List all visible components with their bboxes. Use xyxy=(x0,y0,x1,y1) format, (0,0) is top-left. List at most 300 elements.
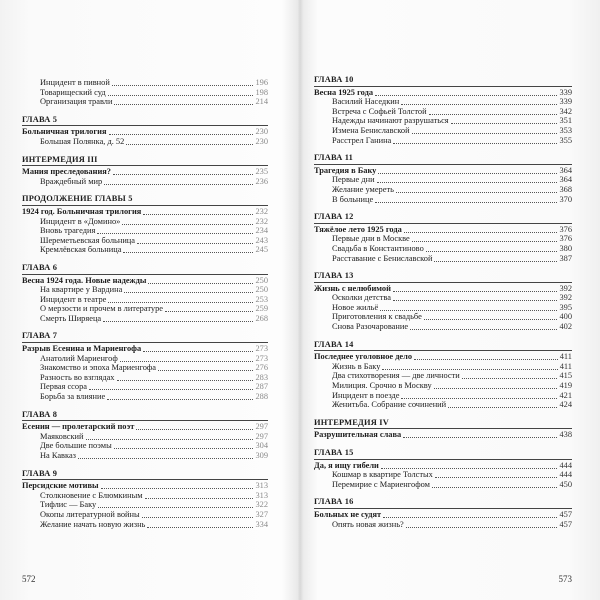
dot-leader xyxy=(147,527,253,528)
dot-leader xyxy=(97,233,253,234)
entry-page-number: 392 xyxy=(559,293,572,303)
toc-entry[interactable] xyxy=(314,244,572,254)
entry-page-number: 415 xyxy=(559,371,572,381)
dot-leader xyxy=(383,517,557,518)
entry-title: Приготовления к свадьбе xyxy=(332,312,422,322)
entry-page-number: 198 xyxy=(255,87,268,97)
entry-title: Инцидент в театре xyxy=(40,294,107,304)
entry-title: Инцидент в «Домино» xyxy=(40,216,121,226)
dot-leader xyxy=(112,85,253,86)
dot-leader xyxy=(375,95,557,96)
entry-title: Женитьба. Собрание сочинений xyxy=(332,400,447,410)
toc-entry[interactable] xyxy=(314,107,572,117)
entry-title: Кошмар в квартире Толстых xyxy=(332,470,433,480)
entry-title: Столкновение с Блюмкиным xyxy=(40,490,143,500)
entry-page-number: 214 xyxy=(255,97,268,107)
entry-page-number: 376 xyxy=(559,224,572,234)
entry-title: Организация травли xyxy=(40,97,113,107)
entry-page-number: 322 xyxy=(255,500,268,510)
dot-leader xyxy=(448,407,557,408)
entry-page-number: 351 xyxy=(559,116,572,126)
chapter-heading: ПРОДОЛЖЕНИЕ ГЛАВЫ 5 xyxy=(22,194,133,204)
toc-entry[interactable] xyxy=(314,520,572,530)
entry-title: Весна 1925 года xyxy=(314,87,374,97)
chapter-heading: ГЛАВА 8 xyxy=(22,409,58,419)
entry-title: Весна 1924 года. Новые надежды xyxy=(22,275,147,285)
toc-entry[interactable] xyxy=(314,371,572,381)
toc-entry[interactable] xyxy=(22,97,268,107)
entry-page-number: 283 xyxy=(255,372,268,382)
toc-section xyxy=(314,497,572,529)
entry-page-number: 297 xyxy=(255,422,268,432)
dot-leader xyxy=(429,114,557,115)
chapter-rule xyxy=(314,86,572,87)
dot-leader xyxy=(123,252,253,253)
toc-entry[interactable] xyxy=(314,175,572,185)
entry-title: В больнице xyxy=(332,194,374,204)
dot-leader xyxy=(108,95,253,96)
toc-entry[interactable] xyxy=(314,381,572,391)
entry-title: Товарищеский суд xyxy=(40,87,106,97)
dot-leader xyxy=(145,498,253,499)
dot-leader xyxy=(108,302,253,303)
chapter-rule xyxy=(314,164,572,165)
dot-leader xyxy=(377,182,557,183)
entry-page-number: 376 xyxy=(559,234,572,244)
toc-chapter-title-entry[interactable] xyxy=(314,284,572,294)
toc-entry[interactable] xyxy=(22,177,268,187)
entry-title: Большая Полянка, д. 52 xyxy=(40,136,125,146)
dot-leader xyxy=(410,329,557,330)
dot-leader xyxy=(414,359,558,360)
entry-page-number: 268 xyxy=(255,313,268,323)
chapter-heading: ГЛАВА 6 xyxy=(22,262,58,272)
chapter-rule xyxy=(314,223,572,224)
dot-leader xyxy=(137,243,253,244)
dot-leader xyxy=(406,527,557,528)
toc-entry[interactable] xyxy=(314,293,572,303)
toc-entry[interactable] xyxy=(22,236,268,246)
entry-page-number: 313 xyxy=(255,490,268,500)
chapter-heading: ИНТЕРМЕДИЯ III xyxy=(22,154,98,164)
dot-leader xyxy=(113,174,253,175)
toc-section xyxy=(22,469,268,530)
entry-title: Последнее уголовное дело xyxy=(314,352,413,362)
entry-page-number: 288 xyxy=(255,392,268,402)
entry-title: Шереметьевская больница xyxy=(40,235,136,245)
toc-section xyxy=(22,78,268,107)
entry-page-number: 457 xyxy=(559,519,572,529)
entry-page-number: 457 xyxy=(559,509,572,519)
dot-leader xyxy=(142,517,253,518)
entry-page-number: 236 xyxy=(255,176,268,186)
toc-chapter-title-entry[interactable] xyxy=(22,276,268,286)
toc-entry[interactable] xyxy=(314,234,572,244)
toc-section xyxy=(314,153,572,204)
dot-leader xyxy=(393,143,557,144)
toc-entry[interactable] xyxy=(314,303,572,313)
dot-leader xyxy=(432,487,557,488)
toc-section xyxy=(22,263,268,324)
dot-leader xyxy=(378,173,557,174)
entry-page-number: 342 xyxy=(559,106,572,116)
toc-entry[interactable] xyxy=(22,510,268,520)
toc-entry[interactable] xyxy=(22,520,268,530)
chapter-rule xyxy=(314,350,572,351)
entry-title: Персидские мотивы xyxy=(22,481,99,491)
right-toc-column xyxy=(314,75,572,529)
dot-leader xyxy=(86,439,253,440)
entry-title: Кремлёвская больница xyxy=(40,245,122,255)
toc-chapter-title-entry[interactable] xyxy=(314,225,572,235)
entry-title: Тифлис — Баку xyxy=(40,500,97,510)
toc-entry[interactable] xyxy=(314,97,572,107)
chapter-heading: ГЛАВА 9 xyxy=(22,468,58,478)
entry-title: Надежды начинают разрушаться xyxy=(332,116,449,126)
dot-leader xyxy=(412,133,557,134)
dot-leader xyxy=(434,261,557,262)
dot-leader xyxy=(124,292,253,293)
toc-entry[interactable] xyxy=(314,254,572,264)
dot-leader xyxy=(424,319,557,320)
dot-leader xyxy=(158,370,253,371)
entry-page-number: 196 xyxy=(255,78,268,87)
toc-entry[interactable] xyxy=(22,363,268,373)
toc-section xyxy=(22,410,268,461)
chapter-heading: ГЛАВА 5 xyxy=(22,114,58,124)
entry-page-number: 353 xyxy=(559,125,572,135)
entry-title: На Кавказ xyxy=(40,451,76,460)
entry-title: Расстрел Ганина xyxy=(332,135,392,145)
dot-leader xyxy=(404,232,557,233)
entry-page-number: 387 xyxy=(559,253,572,263)
page-number: 572 xyxy=(22,574,36,584)
toc-entry[interactable] xyxy=(314,391,572,401)
entry-title: Враждебный мир xyxy=(40,176,103,186)
toc-chapter-title-entry[interactable] xyxy=(22,127,268,137)
entry-title: Разрушительная слава xyxy=(314,430,402,440)
dot-leader xyxy=(382,369,558,370)
toc-chapter-title-entry[interactable] xyxy=(22,207,268,217)
entry-title: Перемирие с Мариенгофом xyxy=(332,479,430,489)
entry-title: 1924 год. Больничная трилогия xyxy=(22,206,142,216)
chapter-heading: ГЛАВА 12 xyxy=(314,212,354,222)
toc-entry[interactable] xyxy=(22,354,268,364)
dot-leader xyxy=(103,321,253,322)
dot-leader xyxy=(412,241,557,242)
entry-page-number: 234 xyxy=(255,226,268,236)
chapter-heading: ГЛАВА 7 xyxy=(22,331,58,341)
entry-title: Вновь трагедия xyxy=(40,226,96,236)
dot-leader xyxy=(434,388,557,389)
entry-page-number: 368 xyxy=(559,184,572,194)
entry-page-number: 232 xyxy=(255,216,268,226)
entry-page-number: 444 xyxy=(559,460,572,470)
toc-chapter-title-entry[interactable] xyxy=(314,166,572,176)
dot-leader xyxy=(143,214,253,215)
entry-title: Есенин — пролетарский поэт xyxy=(22,422,135,432)
toc-entry[interactable] xyxy=(22,432,268,442)
dot-leader xyxy=(126,144,253,145)
dot-leader xyxy=(109,134,253,135)
toc-chapter-title-entry[interactable] xyxy=(22,422,268,432)
entry-title: Смерть Ширяеца xyxy=(40,313,102,323)
dot-leader xyxy=(114,448,253,449)
toc-entry[interactable] xyxy=(22,451,268,461)
entry-page-number: 287 xyxy=(255,382,268,392)
toc-entry[interactable] xyxy=(22,314,268,324)
entry-title: Новое жильё xyxy=(332,302,379,312)
entry-title: Тяжёлое лето 1925 года xyxy=(314,224,402,234)
entry-title: Снова Разочарование xyxy=(332,322,409,332)
chapter-rule xyxy=(314,508,572,509)
chapter-heading: ГЛАВА 13 xyxy=(314,271,354,281)
chapter-rule xyxy=(22,274,268,275)
entry-page-number: 421 xyxy=(559,390,572,400)
entry-title: Первые дни xyxy=(332,175,375,185)
entry-title: Милиция. Срочно в Москву xyxy=(332,381,432,391)
entry-page-number: 276 xyxy=(255,363,268,373)
toc-entry[interactable] xyxy=(22,137,268,147)
entry-page-number: 273 xyxy=(255,344,268,354)
page-number: 573 xyxy=(558,574,572,584)
dot-leader xyxy=(375,202,557,203)
entry-title: Жизнь в Баку xyxy=(332,361,381,371)
dot-leader xyxy=(401,398,557,399)
dot-leader xyxy=(120,361,253,362)
dot-leader xyxy=(98,507,253,508)
right-page xyxy=(300,0,600,600)
entry-page-number: 339 xyxy=(559,97,572,107)
toc-entry[interactable] xyxy=(22,373,268,383)
chapter-heading: ГЛАВА 16 xyxy=(314,497,354,507)
toc-entry[interactable] xyxy=(22,226,268,236)
entry-title: Свадьба в Константиново xyxy=(332,243,424,253)
dot-leader xyxy=(401,104,557,105)
entry-title: Желание умереть xyxy=(332,184,394,194)
entry-title: Две большие поэмы xyxy=(40,441,112,451)
toc-entry[interactable] xyxy=(22,295,268,305)
chapter-heading: ГЛАВА 11 xyxy=(314,153,354,163)
dot-leader xyxy=(393,291,557,292)
entry-title: Маяковский xyxy=(40,431,84,441)
chapter-rule xyxy=(22,125,268,126)
dot-leader xyxy=(114,104,253,105)
toc-chapter-title-entry[interactable] xyxy=(314,88,572,98)
toc-entry[interactable] xyxy=(314,322,572,332)
toc-entry[interactable] xyxy=(22,441,268,451)
entry-page-number: 245 xyxy=(255,245,268,255)
dot-leader xyxy=(143,351,253,352)
dot-leader xyxy=(451,123,557,124)
dot-leader xyxy=(101,488,253,489)
entry-page-number: 230 xyxy=(255,127,268,137)
toc-entry[interactable] xyxy=(22,491,268,501)
chapter-rule xyxy=(22,205,268,206)
dot-leader xyxy=(136,429,253,430)
dot-leader xyxy=(393,300,557,301)
entry-page-number: 334 xyxy=(255,519,268,529)
toc-entry[interactable] xyxy=(22,217,268,227)
toc-entry[interactable] xyxy=(22,382,268,392)
entry-page-number: 402 xyxy=(559,322,572,332)
entry-page-number: 364 xyxy=(559,165,572,175)
toc-entry[interactable] xyxy=(314,136,572,146)
toc-section xyxy=(22,155,268,187)
toc-entry[interactable] xyxy=(314,362,572,372)
entry-page-number: 419 xyxy=(559,381,572,391)
toc-entry[interactable] xyxy=(22,392,268,402)
entry-title: Желание начать новую жизнь xyxy=(40,519,146,529)
toc-chapter-title-entry[interactable] xyxy=(314,430,572,440)
toc-entry[interactable] xyxy=(314,126,572,136)
chapter-rule xyxy=(314,282,572,283)
chapter-heading: ГЛАВА 15 xyxy=(314,448,354,457)
toc-entry[interactable] xyxy=(22,78,268,88)
toc-section xyxy=(314,212,572,263)
entry-page-number: 253 xyxy=(255,294,268,304)
toc-entry[interactable] xyxy=(314,400,572,410)
entry-page-number: 250 xyxy=(255,275,268,285)
dot-leader xyxy=(462,378,557,379)
dot-leader xyxy=(89,389,253,390)
toc-entry[interactable] xyxy=(22,285,268,295)
toc-entry[interactable] xyxy=(22,304,268,314)
entry-title: На квартире у Вардина xyxy=(40,285,123,295)
entry-title: Инцидент в пивной xyxy=(40,78,110,87)
dot-leader xyxy=(165,311,253,312)
toc-chapter-title-entry[interactable] xyxy=(22,167,268,177)
entry-title: Опять новая жизнь? xyxy=(332,519,404,529)
entry-page-number: 297 xyxy=(255,431,268,441)
entry-title: Первые дни в Москве xyxy=(332,234,410,244)
entry-title: Окопы литературной войны xyxy=(40,509,140,519)
chapter-rule xyxy=(22,420,268,421)
toc-section xyxy=(314,271,572,332)
entry-title: Больничная трилогия xyxy=(22,127,107,137)
toc-entry[interactable] xyxy=(22,500,268,510)
entry-title: Встреча с Софьей Толстой xyxy=(332,106,427,116)
toc-section xyxy=(314,448,572,489)
entry-page-number: 235 xyxy=(255,167,268,177)
dot-leader xyxy=(435,477,557,478)
left-toc-column xyxy=(22,78,268,529)
toc-section xyxy=(314,75,572,145)
dot-leader xyxy=(78,458,253,459)
entry-page-number: 411 xyxy=(559,352,572,362)
entry-title: Василий Наседкин xyxy=(332,97,400,107)
dot-leader xyxy=(117,380,253,381)
entry-title: Анатолий Мариенгоф xyxy=(40,353,118,363)
entry-title: Осколки детства xyxy=(332,293,391,303)
entry-page-number: 424 xyxy=(559,400,572,410)
entry-title: Борьба за влияние xyxy=(40,392,106,402)
entry-page-number: 444 xyxy=(559,470,572,480)
chapter-rule xyxy=(314,459,572,460)
toc-entry[interactable] xyxy=(314,116,572,126)
dot-leader xyxy=(381,468,557,469)
entry-page-number: 339 xyxy=(559,87,572,97)
entry-title: Знакомство и эпоха Мариенгофа xyxy=(40,363,157,373)
chapter-heading: ГЛАВА 14 xyxy=(314,339,354,349)
entry-title: Больных не судят xyxy=(314,509,382,519)
toc-entry[interactable] xyxy=(314,312,572,322)
entry-title: Измена Бениславской xyxy=(332,125,410,135)
toc-entry[interactable] xyxy=(314,470,572,480)
toc-chapter-title-entry[interactable] xyxy=(22,344,268,354)
entry-page-number: 380 xyxy=(559,243,572,253)
toc-entry[interactable] xyxy=(314,195,572,205)
entry-title: Разрыв Есенина и Мариенгофа xyxy=(22,344,142,354)
entry-page-number: 327 xyxy=(255,509,268,519)
toc-entry[interactable] xyxy=(314,480,572,490)
entry-page-number: 232 xyxy=(255,206,268,216)
toc-section xyxy=(22,331,268,401)
entry-page-number: 309 xyxy=(255,451,268,460)
toc-chapter-title-entry[interactable] xyxy=(314,352,572,362)
entry-title: Жизнь с нелюбимой xyxy=(314,283,391,293)
entry-page-number: 395 xyxy=(559,302,572,312)
toc-section xyxy=(314,340,572,410)
toc-entry[interactable] xyxy=(314,185,572,195)
entry-page-number: 273 xyxy=(255,353,268,363)
entry-page-number: 230 xyxy=(255,136,268,146)
chapter-heading: ГЛАВА 10 xyxy=(314,75,354,84)
entry-title: Инцидент в поезде xyxy=(332,390,400,400)
entry-title: О мерзости и прочем в литературе xyxy=(40,304,164,314)
dot-leader xyxy=(122,224,253,225)
entry-title: Да, я ищу гибели xyxy=(314,460,379,470)
toc-section xyxy=(314,418,572,440)
dot-leader xyxy=(396,192,557,193)
entry-page-number: 355 xyxy=(559,135,572,145)
toc-chapter-title-entry[interactable] xyxy=(22,481,268,491)
dot-leader xyxy=(148,283,253,284)
entry-page-number: 250 xyxy=(255,285,268,295)
entry-title: Разность во взглядах xyxy=(40,372,115,382)
chapter-heading: ИНТЕРМЕДИЯ IV xyxy=(314,417,389,427)
entry-page-number: 304 xyxy=(255,441,268,451)
chapter-rule xyxy=(22,479,268,480)
entry-page-number: 392 xyxy=(559,283,572,293)
dot-leader xyxy=(426,251,557,252)
entry-page-number: 438 xyxy=(559,430,572,440)
chapter-rule xyxy=(22,165,268,166)
entry-page-number: 400 xyxy=(559,312,572,322)
entry-title: Трагедия в Баку xyxy=(314,165,377,175)
entry-page-number: 259 xyxy=(255,304,268,314)
chapter-rule xyxy=(314,428,572,429)
entry-title: Два стихотворения — две личности xyxy=(332,371,460,381)
toc-chapter-title-entry[interactable] xyxy=(314,510,572,520)
toc-entry[interactable] xyxy=(22,88,268,98)
entry-page-number: 450 xyxy=(559,479,572,489)
entry-page-number: 364 xyxy=(559,175,572,185)
entry-page-number: 411 xyxy=(559,361,572,371)
entry-page-number: 370 xyxy=(559,194,572,204)
entry-title: Мания преследования? xyxy=(22,167,111,177)
entry-page-number: 243 xyxy=(255,235,268,245)
entry-title: Расставание с Бениславской xyxy=(332,253,433,263)
dot-leader xyxy=(403,437,557,438)
chapter-rule xyxy=(22,342,268,343)
dot-leader xyxy=(104,184,253,185)
dot-leader xyxy=(380,310,557,311)
entry-title: Первая ссора xyxy=(40,382,87,392)
toc-section xyxy=(22,115,268,147)
toc-entry[interactable] xyxy=(22,245,268,255)
toc-chapter-title-entry[interactable] xyxy=(314,461,572,471)
